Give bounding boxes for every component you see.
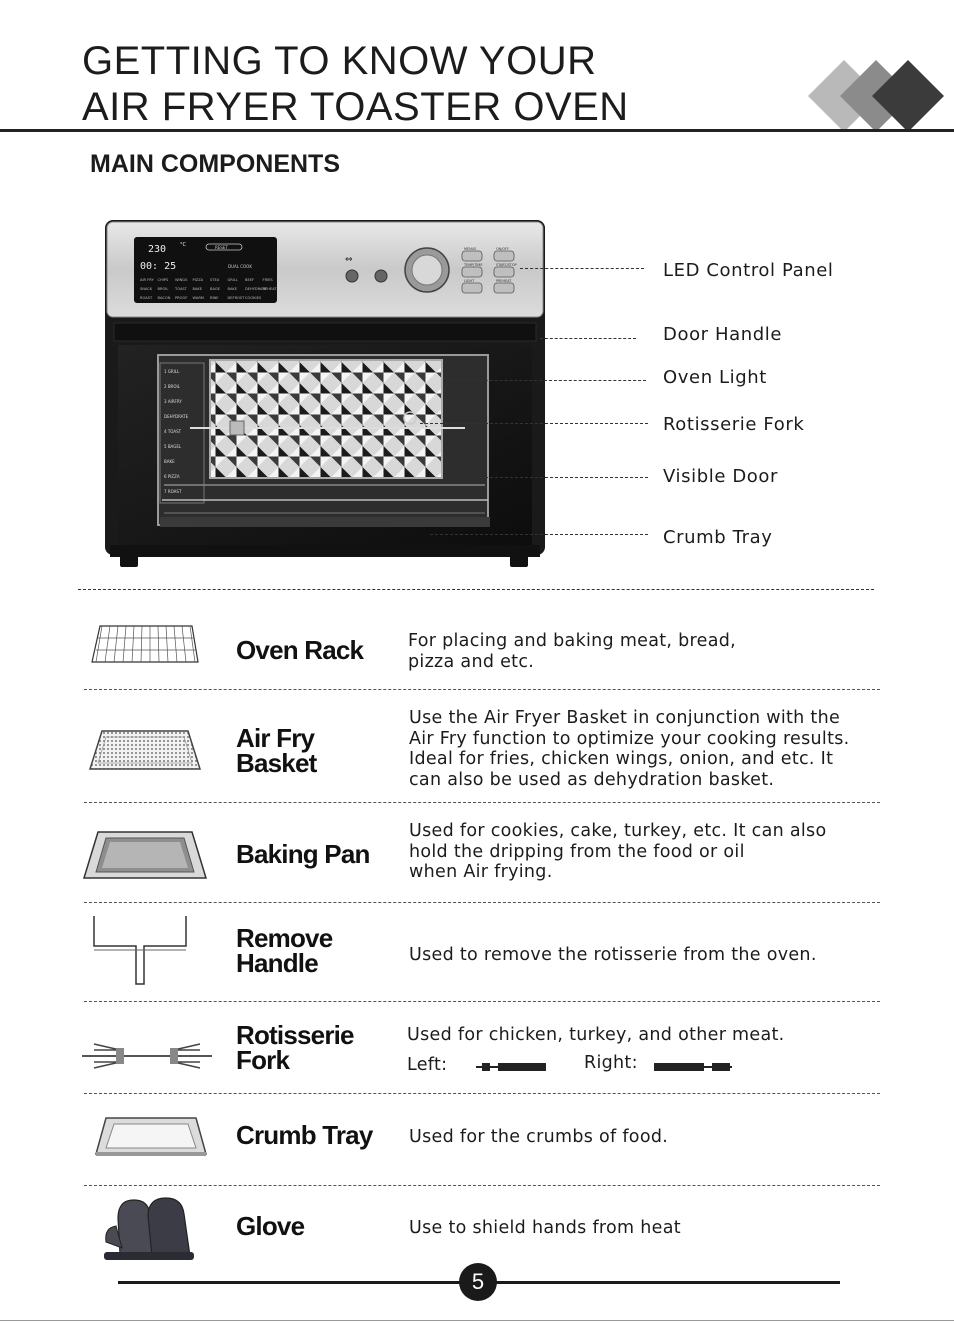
divider xyxy=(84,1093,880,1094)
label-oven-light: Oven Light xyxy=(663,367,767,388)
crumb-tray-icon xyxy=(92,1114,210,1158)
leader-door xyxy=(480,477,648,478)
panel-button-label: START/STOP xyxy=(496,263,517,267)
display-time: 00: 25 xyxy=(140,261,177,272)
glove-icon xyxy=(100,1192,200,1264)
title-line-1: GETTING TO KNOW YOUR xyxy=(82,39,597,83)
footer-line-right xyxy=(496,1281,840,1284)
right-fork-symbol-icon xyxy=(654,1061,734,1073)
display-function-label: WINGS xyxy=(175,278,188,282)
accessory-desc-rotisserie-fork: Used for chicken, turkey, and other meat. xyxy=(407,1025,785,1045)
label-visible-door: Visible Door xyxy=(663,466,779,487)
accessory-desc-remove-handle: Used to remove the rotisserie from the oven. xyxy=(409,945,817,965)
accessory-name-glove: Glove xyxy=(236,1211,305,1241)
label-crumb-tray: Crumb Tray xyxy=(663,527,773,548)
rotisserie-right-label: Right: xyxy=(584,1053,638,1073)
display-function-label: BAKE xyxy=(227,287,238,291)
leader-led xyxy=(520,268,644,269)
svg-text:⇔: ⇔ xyxy=(345,255,353,265)
display-function-label: COOKIES xyxy=(245,296,262,300)
remove-handle-icon xyxy=(90,912,192,988)
display-function-label: ROAST xyxy=(140,296,153,300)
display-function-label: SNACK xyxy=(140,287,153,291)
accessory-desc-air-fry-basket: Use the Air Fryer Basket in conjunction with the Air Fry function to optimize your cooking results. Ideal for fries, chicken wings, onion, and etc. It can also be used as dehydration basket. xyxy=(409,708,850,790)
rack-position-label: 2 BROIL xyxy=(164,384,180,389)
display-function-label: BAKE xyxy=(192,287,203,291)
accessory-name-air-fry-basket: Air Fry Basket xyxy=(236,723,317,778)
page-title xyxy=(82,38,629,130)
leader-rotisserie xyxy=(420,423,648,424)
oven-rack-icon xyxy=(88,622,200,668)
divider xyxy=(84,1185,880,1186)
display-function-label: AIR FRY xyxy=(140,278,154,282)
rack-position-label: 6 PIZZA xyxy=(164,474,180,479)
display-function-label: RINE xyxy=(210,296,219,300)
display-unit: °C xyxy=(180,242,186,248)
panel-button-label: TEMP/TIME xyxy=(464,263,483,267)
display-function-label: REHEAT xyxy=(262,287,277,291)
display-function-label: DEHYDRATE xyxy=(245,287,267,291)
divider xyxy=(84,1001,880,1002)
accessory-name-rotisserie-fork: Rotisserie Fork xyxy=(236,1020,354,1075)
rack-position-label: BAKE xyxy=(164,459,175,464)
panel-button-label: PREHEAT xyxy=(496,279,512,283)
page-number: 5 xyxy=(459,1263,497,1301)
display-dual-cook: DUAL COOK xyxy=(228,264,252,269)
oven-illustration xyxy=(100,215,550,570)
page-bottom-rule xyxy=(0,1320,954,1321)
leader-handle xyxy=(540,338,636,339)
accessory-desc-oven-rack: For placing and baking meat, bread, pizza and etc. xyxy=(408,631,737,672)
display-function-label: GRILL xyxy=(227,278,238,282)
accessory-desc-crumb-tray: Used for the crumbs of food. xyxy=(409,1127,669,1147)
diamond-logo-icon xyxy=(806,58,946,134)
divider xyxy=(84,689,880,690)
panel-button-label: ON/OFF xyxy=(496,247,509,251)
rotisserie-fork-icon xyxy=(80,1036,214,1070)
label-rotisserie-fork: Rotisserie Fork xyxy=(663,414,805,435)
display-function-label: DEFROST xyxy=(227,296,245,300)
section-title: MAIN COMPONENTS xyxy=(90,150,340,178)
accessory-name-remove-handle: Remove Handle xyxy=(236,923,333,978)
display-function-label: BROIL xyxy=(157,287,169,291)
header-rule xyxy=(0,129,954,132)
left-fork-symbol-icon xyxy=(476,1061,548,1073)
display-function-label: BEEF xyxy=(245,278,255,282)
accessory-name-oven-rack: Oven Rack xyxy=(236,635,364,665)
display-function-label: PROOF xyxy=(175,296,188,300)
divider xyxy=(84,902,880,903)
accessory-name-crumb-tray: Crumb Tray xyxy=(236,1120,373,1150)
display-reset: RESET xyxy=(215,245,228,250)
footer-line-left xyxy=(118,1281,460,1284)
panel-button-label: MENUS xyxy=(464,247,477,251)
accessory-desc-glove: Use to shield hands from heat xyxy=(409,1218,681,1238)
divider xyxy=(84,802,880,803)
title-line-2: AIR FRYER TOASTER OVEN xyxy=(82,85,629,129)
accessory-name-baking-pan: Baking Pan xyxy=(236,839,370,869)
section-divider xyxy=(78,589,874,590)
display-temp: 230 xyxy=(148,244,167,255)
accessory-desc-baking-pan: Used for cookies, cake, turkey, etc. It can also hold the dripping from the food or oil when Air frying. xyxy=(409,821,827,882)
display-function-label: FRIES xyxy=(262,278,273,282)
label-led-control-panel: LED Control Panel xyxy=(663,260,834,281)
label-door-handle: Door Handle xyxy=(663,324,783,345)
rack-position-label: 7 ROAST xyxy=(164,489,182,494)
baking-pan-icon xyxy=(80,828,210,884)
rack-position-label: 4 TOAST xyxy=(164,429,182,434)
display-function-label: PIZZA xyxy=(192,278,204,282)
display-function-label: TOAST xyxy=(175,287,187,291)
display-function-label: CHIPS xyxy=(157,278,169,282)
rack-position-label: 3 AIRFRY xyxy=(164,399,182,404)
rotisserie-left-label: Left: xyxy=(407,1055,448,1075)
panel-button-label: LIGHT xyxy=(464,279,475,283)
rack-position-label: DEHYDRATE xyxy=(164,414,189,419)
display-function-label: BACON xyxy=(157,296,171,300)
air-fry-basket-icon xyxy=(86,727,204,775)
rack-position-label: 1 GRILL xyxy=(164,369,180,374)
rack-position-label: 5 BAGEL xyxy=(164,444,182,449)
leader-light xyxy=(450,380,646,381)
display-function-label: BAGE xyxy=(210,287,220,291)
leader-crumb xyxy=(430,534,648,535)
display-function-label: WARM xyxy=(192,296,204,300)
display-function-label: STEA xyxy=(210,278,220,282)
